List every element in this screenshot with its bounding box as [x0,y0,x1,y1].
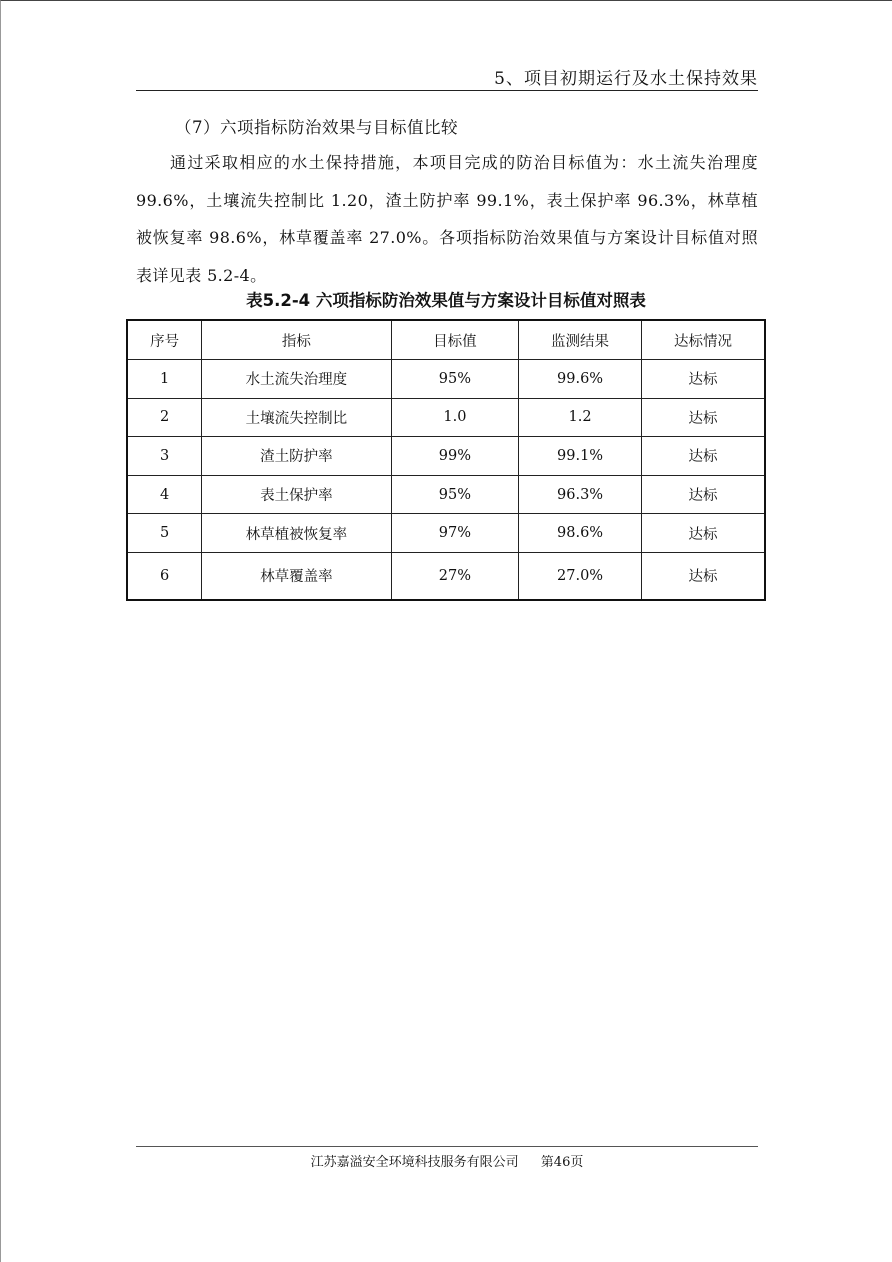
cell-result: 99.6% [519,360,642,399]
body-paragraph: 通过采取相应的水土保持措施，本项目完成的防治目标值为：水土流失治理度 99.6%，土壤流失控制比 1.20，渣土防护率 99.1%，表土保护率 96.3%，林草植被恢复率 98.6%，林草覆盖率 27.0%。各项指标防治效果值与方案设计目标值对照表详见表 5.2-4。 [136,153,758,285]
table-caption: 表5.2-4 六项指标防治效果值与方案设计目标值对照表 [246,291,646,310]
cell-result: 1.2 [519,398,642,437]
column-header-serial: 序号 [127,320,202,360]
table-row [127,514,765,553]
cell-status: 达标 [641,475,765,514]
cell-serial: 6 [127,552,202,600]
cell-result: 98.6% [519,514,642,553]
table-row [127,437,765,476]
comparison-table [126,319,766,601]
table-row [127,552,765,600]
cell-indicator: 土壤流失控制比 [202,398,391,437]
header-rule [136,90,758,91]
column-header-status: 达标情况 [641,320,765,360]
cell-status: 达标 [641,360,765,399]
cell-result: 27.0% [519,552,642,600]
cell-serial: 1 [127,360,202,399]
cell-status: 达标 [641,552,765,600]
footer-page-number: 第46页 [540,1155,584,1170]
cell-target: 27% [391,552,519,600]
cell-indicator: 林草覆盖率 [202,552,391,600]
cell-result: 96.3% [519,475,642,514]
cell-serial: 2 [127,398,202,437]
footer-company: 江苏嘉溢安全环境科技服务有限公司 [310,1155,519,1170]
table-header-row [127,320,765,360]
cell-target: 1.0 [391,398,519,437]
cell-target: 99% [391,437,519,476]
cell-indicator: 水土流失治理度 [202,360,391,399]
cell-target: 97% [391,514,519,553]
column-header-indicator: 指标 [202,320,391,360]
page-footer [136,1151,758,1170]
cell-serial: 4 [127,475,202,514]
cell-serial: 3 [127,437,202,476]
cell-status: 达标 [641,398,765,437]
cell-status: 达标 [641,437,765,476]
cell-indicator: 表土保护率 [202,475,391,514]
table-row [127,475,765,514]
column-header-target: 目标值 [391,320,519,360]
cell-indicator: 林草植被恢复率 [202,514,391,553]
cell-serial: 5 [127,514,202,553]
column-header-result: 监测结果 [519,320,642,360]
cell-target: 95% [391,475,519,514]
cell-status: 达标 [641,514,765,553]
running-header: 5、项目初期运行及水土保持效果 [494,69,758,89]
table-row [127,398,765,437]
cell-indicator: 渣土防护率 [202,437,391,476]
table-row [127,360,765,399]
footer-rule [136,1146,758,1147]
cell-target: 95% [391,360,519,399]
section-heading: （7）六项指标防治效果与目标值比较 [175,118,458,137]
cell-result: 99.1% [519,437,642,476]
